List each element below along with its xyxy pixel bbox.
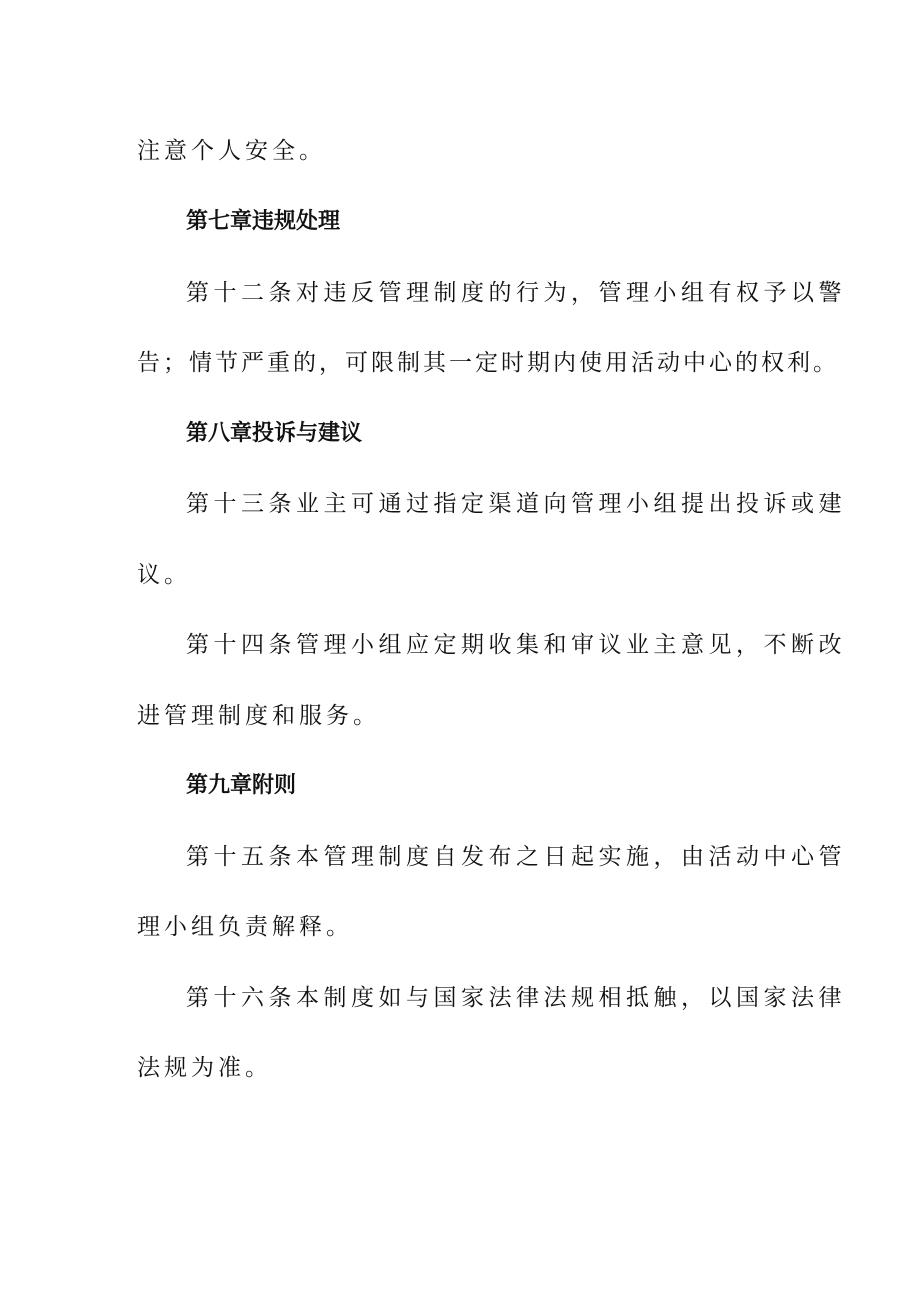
article-12-line-2: 告；情节严重的，可限制其一定时期内使用活动中心的权利。	[137, 350, 839, 376]
article-15-line-1: 第十五条本管理制度自发布之日起实施，由活动中心管	[186, 844, 846, 870]
article-14-line-1: 第十四条管理小组应定期收集和审议业主意见，不断改	[186, 632, 846, 658]
chapter-7-heading: 第七章违规处理	[186, 209, 341, 234]
chapter-8-heading: 第八章投诉与建议	[186, 421, 363, 446]
paragraph-continuation: 注意个人安全。	[137, 138, 326, 164]
chapter-9-heading: 第九章附则	[186, 773, 297, 798]
article-16-line-1: 第十六条本制度如与国家法律法规相抵触，以国家法律	[186, 985, 846, 1011]
article-15-line-2: 理小组负责解释。	[137, 914, 353, 940]
article-16-line-2: 法规为准。	[137, 1055, 272, 1081]
article-13-line-1: 第十三条业主可通过指定渠道向管理小组提出投诉或建	[186, 491, 846, 517]
article-12-line-1: 第十二条对违反管理制度的行为，管理小组有权予以警	[186, 280, 846, 306]
article-13-line-2: 议。	[137, 562, 191, 588]
article-14-line-2: 进管理制度和服务。	[137, 703, 380, 729]
